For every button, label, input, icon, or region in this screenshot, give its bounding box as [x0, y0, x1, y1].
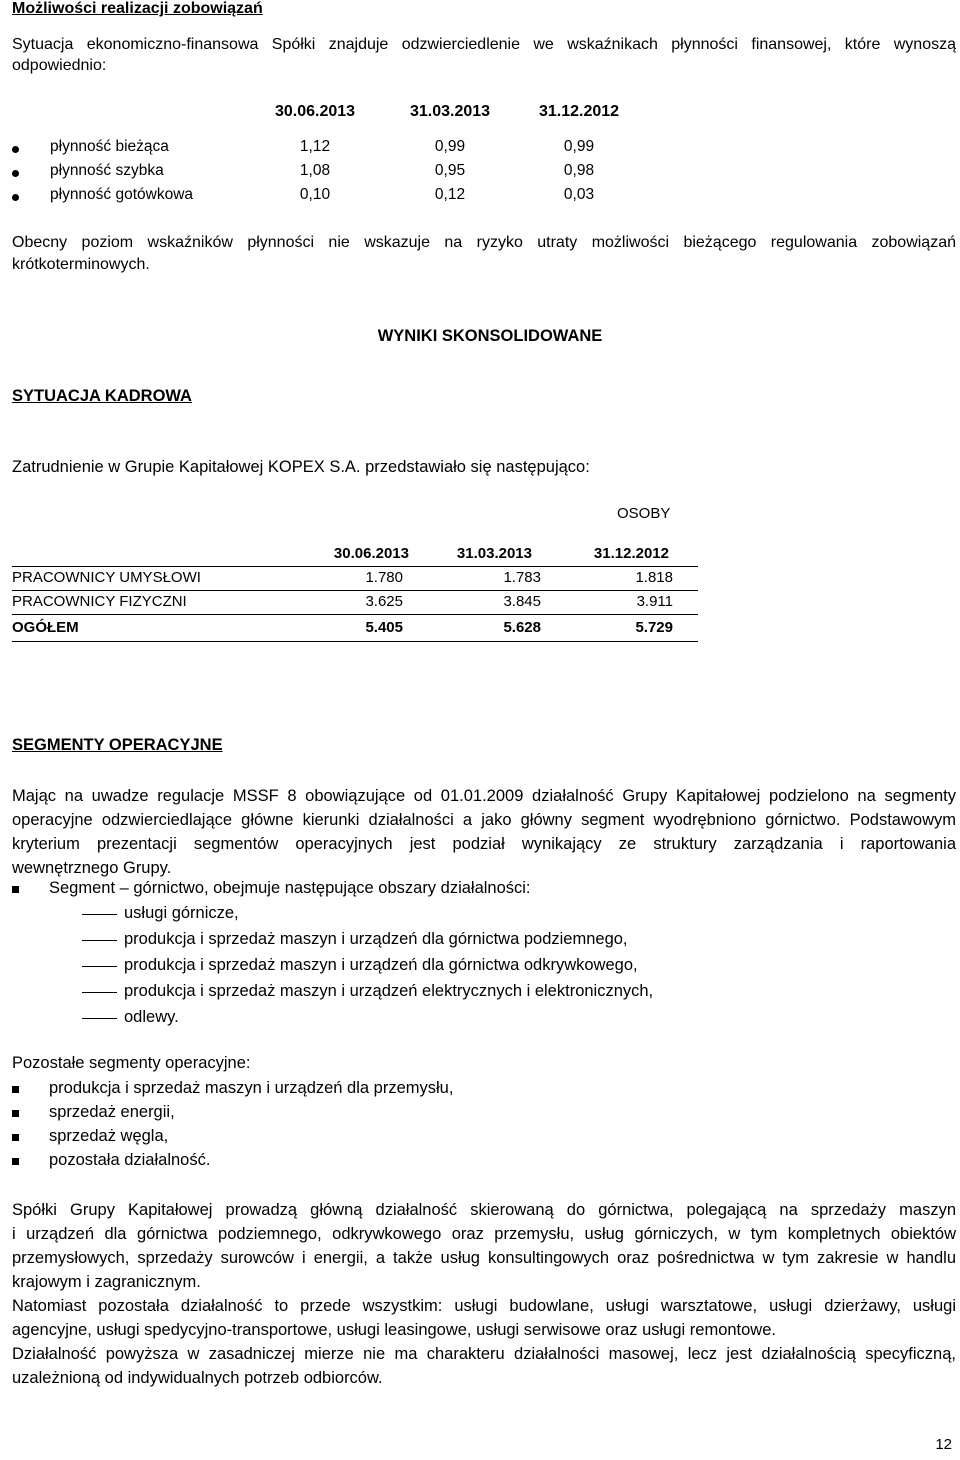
- employment-total-label: OGÓŁEM: [12, 619, 79, 636]
- mining-segment-title: Segment – górnictwo, obejmuje następujące obszary działalności:: [49, 879, 531, 897]
- segments-line: wewnętrznego Grupy.: [12, 859, 172, 877]
- intro-paragraph: [12, 34, 956, 76]
- liquidity-value: 1,12: [299, 138, 331, 155]
- list-item: pozostała działalność.: [49, 1151, 211, 1169]
- closing-line: przemysłowych, sprzedaży surowców i energii, a także usług konsultingowych oraz pośrednictwa w tym zakresie w handlu: [12, 1249, 956, 1267]
- liquidity-value: 0,98: [563, 162, 595, 179]
- list-item: odlewy.: [124, 1008, 179, 1026]
- liquidity-value: 1,08: [299, 162, 331, 179]
- bullet-icon: [12, 194, 19, 201]
- liquidity-row: [12, 162, 712, 186]
- employment-label: PRACOWNICY UMYSŁOWI: [12, 569, 201, 586]
- list-item: produkcja i sprzedaż maszyn i urządzeń dla przemysłu,: [49, 1079, 454, 1097]
- page-number: 12: [935, 1436, 952, 1453]
- liquidity-value: 0,12: [434, 186, 466, 203]
- closing-line: Działalność powyższa w zasadniczej mierze nie ma charakteru działalności masowej, lecz jest działalnością specyficzną,: [12, 1345, 956, 1363]
- liquidity-label: płynność bieżąca: [50, 138, 169, 155]
- square-bullet-icon: [12, 1134, 19, 1141]
- bullet-icon: [12, 146, 19, 153]
- list-item: produkcja i sprzedaż maszyn i urządzeń elektrycznych i elektronicznych,: [124, 982, 654, 1000]
- liquidity-date-3: 31.12.2012: [538, 103, 620, 120]
- square-bullet-icon: [12, 1110, 19, 1117]
- closing-line: uzależnioną od indywidualnych potrzeb odbiorców.: [12, 1369, 383, 1387]
- conclusion-line-2: krótkoterminowych.: [12, 256, 150, 273]
- liquidity-label: płynność szybka: [50, 162, 164, 179]
- liquidity-date-1: 30.06.2013: [274, 103, 356, 120]
- liquidity-header-row: [12, 103, 712, 127]
- closing-line: krajowym i zagranicznym.: [12, 1273, 201, 1291]
- list-item: produkcja i sprzedaż maszyn i urządzeń dla górnictwa odkrywkowego,: [124, 956, 638, 974]
- employment-total-value: 5.628: [503, 619, 541, 636]
- segments-line: operacyjne odzwierciedlające główne kierunki działalności a jako główny segment wyodrębniono górnictwo. Podstawowym: [12, 811, 956, 829]
- square-bullet-icon: [12, 886, 19, 893]
- employment-value: 1.818: [635, 569, 673, 586]
- dash-icon: [82, 940, 117, 941]
- liquidity-value: 0,99: [434, 138, 466, 155]
- employment-table: [12, 543, 698, 642]
- liquidity-value: 0,10: [299, 186, 331, 203]
- employment-header-row: [12, 543, 698, 566]
- liquidity-label: płynność gotówkowa: [50, 186, 194, 203]
- employment-date-3: 31.12.2012: [593, 545, 669, 562]
- dash-icon: [82, 1018, 117, 1019]
- employment-value: 3.845: [503, 593, 541, 610]
- liquidity-value: 0,03: [563, 186, 595, 203]
- dash-icon: [82, 992, 117, 993]
- employment-total-value: 5.729: [635, 619, 673, 636]
- staff-heading: SYTUACJA KADROWA: [12, 387, 192, 405]
- segments-intro: [12, 784, 956, 880]
- employment-value: 1.780: [365, 569, 403, 586]
- liquidity-row: [12, 186, 712, 210]
- employment-total-value: 5.405: [365, 619, 403, 636]
- square-bullet-icon: [12, 1086, 19, 1093]
- employment-value: 1.783: [503, 569, 541, 586]
- dash-icon: [82, 966, 117, 967]
- liquidity-value: 0,95: [434, 162, 466, 179]
- square-bullet-icon: [12, 1158, 19, 1165]
- closing-paragraphs: [12, 1198, 956, 1390]
- other-segments-title: Pozostałe segmenty operacyjne:: [12, 1054, 251, 1072]
- bullet-icon: [12, 170, 19, 177]
- segments-heading: SEGMENTY OPERACYJNE: [12, 736, 223, 754]
- liquidity-row: [12, 138, 712, 162]
- segments-line: Mając na uwadze regulacje MSSF 8 obowiązujące od 01.01.2009 działalność Grupy Kapitałowej podzielono na segmenty: [12, 787, 956, 805]
- employment-value: 3.911: [636, 593, 673, 610]
- employment-date-2: 31.03.2013: [456, 545, 532, 562]
- employment-total-row: [12, 614, 698, 642]
- intro-line-1: Sytuacja ekonomiczno-finansowa Spółki znajduje odzwierciedlenie we wskaźnikach płynności finansowej, które wynoszą: [12, 36, 956, 53]
- section-heading-liquidity: Możliwości realizacji zobowiązań: [12, 0, 263, 17]
- liquidity-conclusion: [12, 232, 956, 276]
- segments-line: kryterium prezentacji segmentów operacyjnych jest podział wynikający ze struktury zarządzania i raportowania: [12, 835, 956, 853]
- employment-unit: OSOBY: [617, 505, 671, 522]
- closing-line: i urządzeń dla górnictwa podziemnego, odkrywkowego oraz przemysłu, usług górniczych, w tym kompletnych obiektów: [12, 1225, 956, 1243]
- list-item: produkcja i sprzedaż maszyn i urządzeń dla górnictwa podziemnego,: [124, 930, 628, 948]
- table-row: [12, 590, 698, 614]
- list-item: sprzedaż energii,: [49, 1103, 175, 1121]
- conclusion-line-1: Obecny poziom wskaźników płynności nie wskazuje na ryzyko utraty możliwości bieżącego regulowania zobowiązań: [12, 234, 956, 251]
- closing-line: Natomiast pozostała działalność to przede wszystkim: usługi budowlane, usługi warsztatowe, usługi dzierżawy, usługi: [12, 1297, 956, 1315]
- closing-line: agencyjne, usługi spedycyjno-transportowe, usługi leasingowe, usługi serwisowe oraz usługi remontowe.: [12, 1321, 776, 1339]
- list-item: sprzedaż węgla,: [49, 1127, 169, 1145]
- consolidated-heading: WYNIKI SKONSOLIDOWANE: [377, 327, 603, 345]
- employment-date-1: 30.06.2013: [333, 545, 409, 562]
- list-item: usługi górnicze,: [124, 904, 239, 922]
- employment-value: 3.625: [365, 593, 403, 610]
- liquidity-value: 0,99: [563, 138, 595, 155]
- table-row: [12, 566, 698, 590]
- dash-icon: [82, 914, 117, 915]
- employment-label: PRACOWNICY FIZYCZNI: [12, 593, 187, 610]
- closing-line: Spółki Grupy Kapitałowej prowadzą główną działalność skierowaną do górnictwa, polegającą na sprzedaży maszyn: [12, 1201, 956, 1219]
- intro-line-2: odpowiednio:: [12, 57, 107, 74]
- staff-intro: Zatrudnienie w Grupie Kapitałowej KOPEX S.A. przedstawiało się następująco:: [12, 458, 590, 476]
- liquidity-date-2: 31.03.2013: [409, 103, 491, 120]
